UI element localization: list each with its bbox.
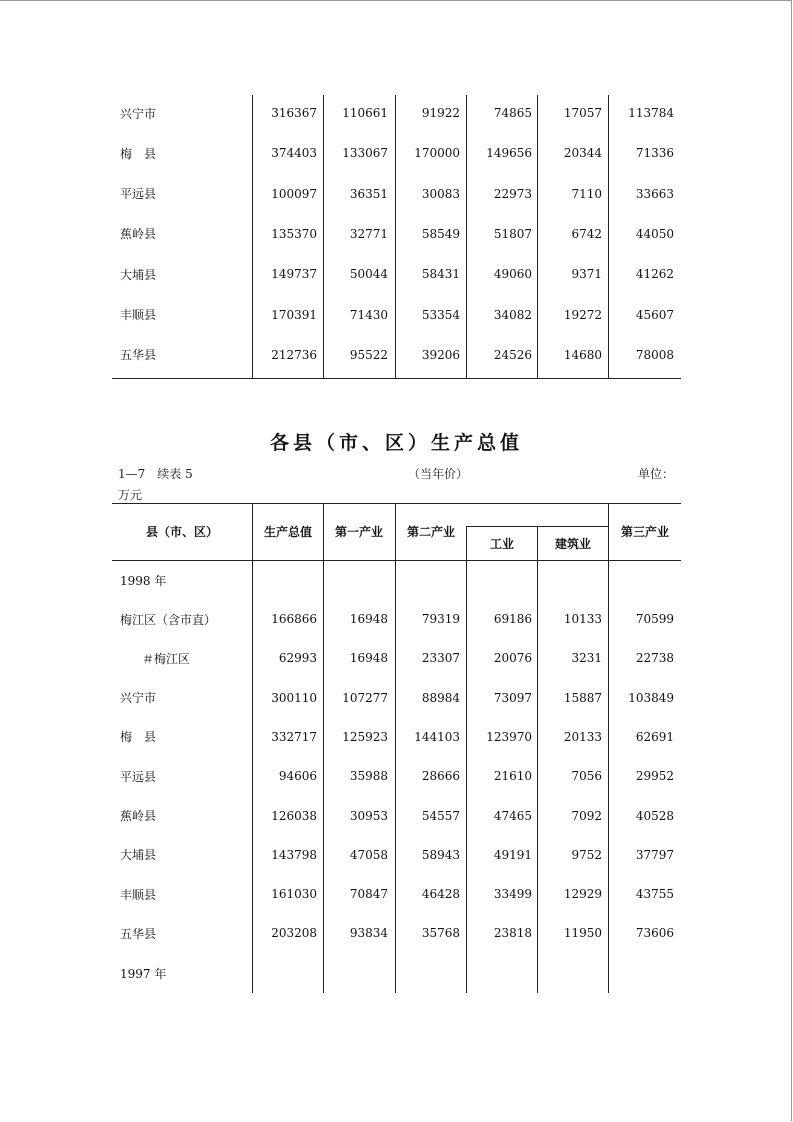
value-cell: 7056 — [571, 769, 602, 784]
table-row — [112, 335, 681, 375]
value-cell: 14680 — [563, 347, 602, 362]
region-name-cell: 兴宁市 — [120, 691, 157, 706]
value-cell: 73606 — [635, 926, 674, 941]
value-cell: 144103 — [414, 729, 460, 744]
value-cell: 6742 — [571, 226, 602, 241]
region-name-cell: 蕉岭县 — [120, 809, 157, 823]
value-cell: 50044 — [349, 267, 388, 282]
table-row — [112, 599, 681, 639]
value-cell: 17057 — [563, 106, 602, 120]
value-cell: 70847 — [349, 887, 388, 902]
header-region: 县（市、区） — [145, 525, 218, 539]
value-cell: 58549 — [421, 226, 460, 241]
value-cell: 91922 — [421, 106, 460, 120]
value-cell: 69186 — [493, 612, 532, 626]
value-cell: 332717 — [271, 729, 317, 744]
value-cell: 125923 — [342, 729, 388, 744]
price-note: （当年价） — [408, 467, 469, 481]
value-cell: 37797 — [635, 847, 674, 862]
value-cell: 35988 — [349, 769, 388, 784]
value-cell: 71336 — [635, 146, 674, 161]
region-name-cell: 平远县 — [120, 769, 157, 784]
value-cell: 212736 — [271, 347, 317, 362]
value-cell: 62993 — [278, 651, 317, 666]
region-name-cell: ＃梅江区 — [142, 651, 191, 666]
value-cell: 7110 — [571, 186, 602, 201]
value-cell: 53354 — [421, 307, 460, 322]
value-cell: 33499 — [493, 887, 532, 902]
top-table — [112, 95, 681, 379]
value-cell: 149656 — [486, 146, 532, 161]
value-cell: 30083 — [421, 186, 460, 201]
value-cell: 49060 — [493, 267, 532, 282]
value-cell: 95522 — [349, 347, 388, 362]
value-cell: 123970 — [486, 729, 532, 744]
table-id: 1—7 续表 5 — [118, 467, 193, 481]
value-cell: 44050 — [635, 226, 674, 241]
value-cell: 9752 — [571, 847, 602, 862]
value-cell: 45607 — [635, 307, 674, 322]
year-label: 1998 年 — [120, 573, 167, 588]
table-row — [112, 214, 681, 254]
value-cell: 22738 — [635, 651, 674, 666]
value-cell: 135370 — [271, 226, 317, 241]
value-cell: 94606 — [278, 769, 317, 784]
value-cell: 316367 — [271, 106, 317, 120]
value-cell: 126038 — [271, 808, 317, 823]
value-cell: 20344 — [563, 146, 602, 161]
table-row — [112, 796, 681, 836]
region-name-cell: 五华县 — [120, 348, 157, 363]
value-cell: 39206 — [421, 347, 460, 362]
table-bottom-rule — [112, 378, 681, 379]
value-cell: 21610 — [493, 769, 532, 784]
value-cell: 20133 — [563, 729, 602, 744]
value-cell: 110661 — [342, 106, 388, 120]
value-cell: 22973 — [493, 186, 532, 201]
value-cell: 300110 — [271, 690, 317, 705]
region-name-cell: 梅 县 — [120, 146, 157, 161]
value-cell: 149737 — [271, 267, 317, 282]
region-name-cell: 丰顺县 — [120, 887, 157, 902]
value-cell: 35768 — [421, 926, 460, 941]
table-row — [112, 133, 681, 173]
value-cell: 7092 — [571, 808, 602, 823]
value-cell: 16948 — [349, 651, 388, 666]
table-row — [112, 835, 681, 875]
value-cell: 58431 — [421, 267, 460, 282]
value-cell: 100097 — [271, 186, 317, 201]
unit-label: 单位： — [638, 467, 675, 481]
value-cell: 88984 — [421, 690, 460, 705]
value-cell: 40528 — [635, 808, 674, 823]
value-cell: 70599 — [635, 612, 674, 626]
value-cell: 51807 — [493, 226, 532, 241]
header-gdp: 生产总值 — [263, 525, 312, 539]
value-cell: 32771 — [349, 226, 388, 241]
value-cell: 54557 — [421, 808, 460, 823]
value-cell: 103849 — [628, 690, 674, 705]
value-cell: 12929 — [563, 887, 602, 902]
value-cell: 29952 — [635, 769, 674, 784]
year-row — [112, 953, 681, 993]
table-row — [112, 638, 681, 678]
value-cell: 10133 — [563, 612, 602, 626]
region-name-cell: 大埔县 — [120, 267, 157, 282]
year-label: 1997 年 — [120, 966, 167, 981]
region-name-cell: 丰顺县 — [120, 308, 157, 322]
value-cell: 24526 — [493, 347, 532, 362]
table-row — [112, 756, 681, 796]
value-cell: 170391 — [271, 307, 317, 322]
value-cell: 43755 — [635, 887, 674, 902]
value-cell: 9371 — [571, 267, 602, 282]
region-name-cell: 兴宁市 — [120, 106, 157, 121]
value-cell: 23818 — [493, 926, 532, 941]
value-cell: 15887 — [563, 690, 602, 705]
table-row — [112, 913, 681, 953]
table-title: 各县（市、区）生产总值 — [269, 432, 523, 454]
year-row — [112, 560, 681, 600]
value-cell: 19272 — [563, 307, 602, 322]
value-cell: 62691 — [635, 729, 674, 744]
region-name-cell: 梅 县 — [120, 730, 157, 745]
value-cell: 3231 — [571, 651, 602, 666]
value-cell: 133067 — [342, 146, 388, 161]
value-cell: 166866 — [271, 612, 317, 626]
value-cell: 28666 — [421, 769, 460, 784]
table-row — [112, 874, 681, 914]
value-cell: 74865 — [493, 106, 532, 120]
value-cell: 79319 — [421, 612, 460, 626]
value-cell: 11950 — [563, 926, 602, 941]
header-secondary: 第二产业 — [406, 525, 455, 539]
header-industry: 工业 — [489, 537, 514, 551]
value-cell: 203208 — [271, 926, 317, 941]
value-cell: 49191 — [493, 847, 532, 862]
value-cell: 36351 — [349, 186, 388, 201]
region-name-cell: 梅江区（含市直） — [120, 612, 217, 627]
value-cell: 161030 — [271, 887, 317, 902]
value-cell: 47058 — [349, 847, 388, 862]
table-row — [112, 678, 681, 718]
table-row — [112, 717, 681, 757]
value-cell: 143798 — [271, 847, 317, 862]
value-cell: 33663 — [635, 186, 674, 201]
table-row — [112, 254, 681, 294]
region-name-cell: 蕉岭县 — [120, 227, 157, 242]
gdp-table — [112, 503, 681, 993]
value-cell: 93834 — [349, 926, 388, 941]
value-cell: 16948 — [349, 612, 388, 626]
value-cell: 71430 — [349, 307, 388, 322]
value-cell: 374403 — [271, 146, 317, 161]
value-cell: 170000 — [414, 146, 460, 161]
value-cell: 78008 — [635, 347, 674, 362]
value-cell: 113784 — [628, 106, 674, 120]
table-row — [112, 295, 681, 335]
value-cell: 47465 — [493, 808, 532, 823]
value-cell: 41262 — [635, 267, 674, 282]
header-tertiary: 第三产业 — [620, 525, 669, 539]
value-cell: 107277 — [342, 690, 388, 705]
region-name-cell: 大埔县 — [120, 848, 157, 863]
table-row — [112, 93, 681, 133]
value-cell: 73097 — [493, 690, 532, 705]
header-construction: 建筑业 — [554, 537, 591, 551]
region-name-cell: 五华县 — [120, 926, 157, 941]
header-primary: 第一产业 — [334, 525, 383, 539]
value-cell: 23307 — [421, 651, 460, 666]
value-cell: 20076 — [493, 651, 532, 666]
value-cell: 34082 — [493, 307, 532, 322]
region-name-cell: 平远县 — [120, 187, 157, 202]
value-cell: 58943 — [421, 847, 460, 862]
unit-value: 万元 — [118, 488, 143, 502]
table-row — [112, 174, 681, 214]
value-cell: 46428 — [421, 887, 460, 902]
value-cell: 30953 — [349, 808, 388, 823]
